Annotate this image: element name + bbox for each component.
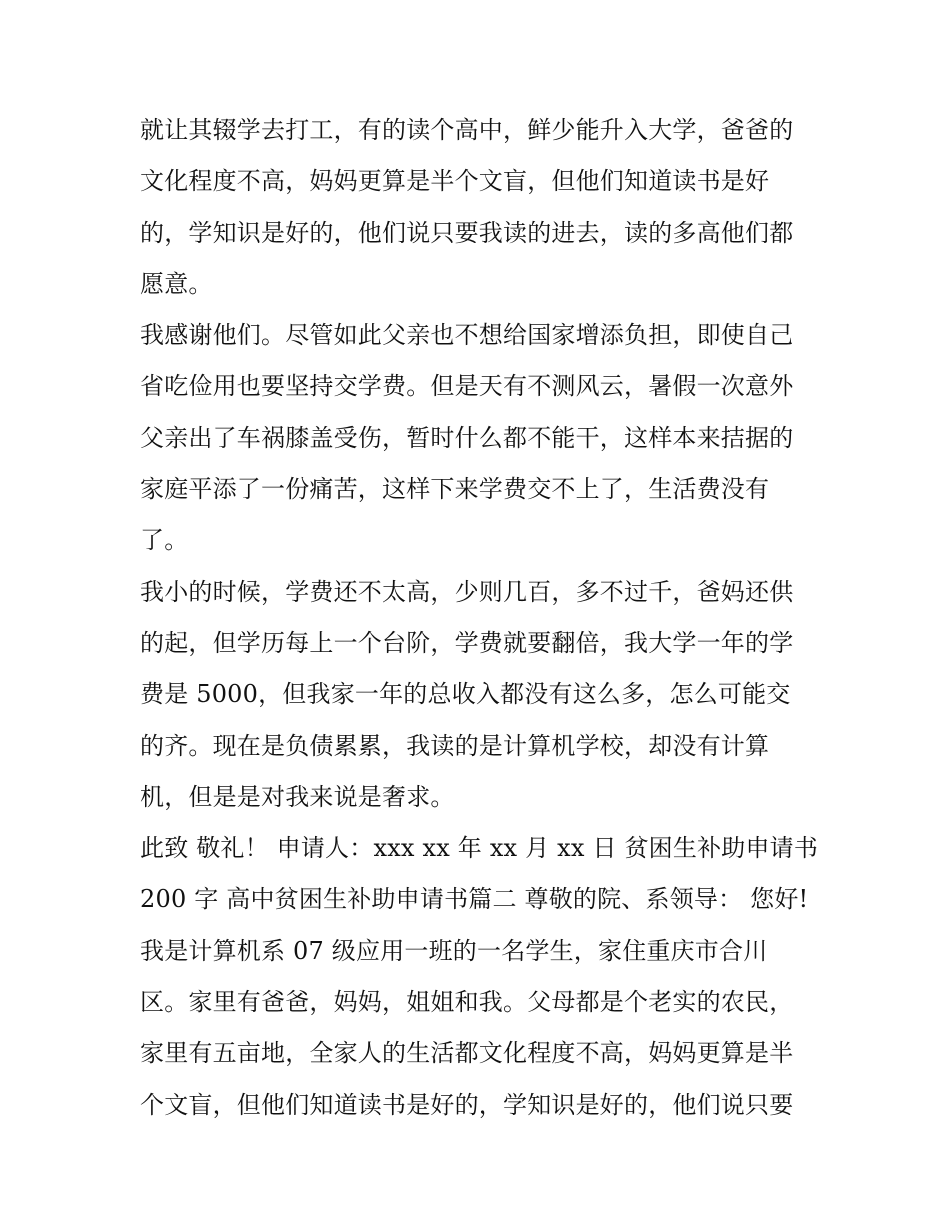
text-line: 家里有五亩地，全家人的生活都文化程度不高，妈妈更算是半: [140, 1039, 794, 1068]
text-line: 的，学知识是好的，他们说只要我读的进去，读的多高他们都: [140, 218, 794, 247]
document-body: [140, 105, 820, 1131]
text-line: 了。: [140, 526, 189, 555]
text-line: 200 字 高中贫困生补助申请书篇二 尊敬的院、系领导： 您好!: [140, 885, 809, 914]
text-line: 文化程度不高，妈妈更算是半个文盲，但他们知道读书是好: [140, 167, 770, 196]
text-line: 我小的时候，学费还不太高，少则几百，多不过千，爸妈还供: [140, 577, 794, 606]
text-line: 机，但是是对我来说是奢求。: [140, 782, 455, 811]
text-line: 家庭平添了一份痛苦，这样下来学费交不上了，生活费没有: [140, 475, 770, 504]
text-line: 区。家里有爸爸，妈妈，姐姐和我。父母都是个老实的农民，: [140, 988, 794, 1017]
text-line: 我感谢他们。尽管如此父亲也不想给国家增添负担，即使自己: [140, 321, 794, 350]
text-line: 父亲出了车祸膝盖受伤，暂时什么都不能干，这样本来拮据的: [140, 423, 794, 452]
text-line: 愿意。: [140, 269, 213, 298]
text-line: 我是计算机系 07 级应用一班的一名学生，家住重庆市合川: [140, 936, 768, 965]
text-line: 就让其辍学去打工，有的读个高中，鲜少能升入大学，爸爸的: [140, 116, 794, 144]
text-line: 费是 5000，但我家一年的总收入都没有这么多，怎么可能交: [140, 680, 791, 709]
text-line: 的齐。现在是负债累累，我读的是计算机学校，却没有计算: [140, 731, 770, 760]
text-line: 的起，但学历每上一个台阶，学费就要翻倍，我大学一年的学: [140, 628, 794, 657]
text-line: 省吃俭用也要坚持交学费。但是天有不测风云，暑假一次意外: [140, 372, 794, 401]
text-line: 此致 敬礼！ 申请人：xxx xx 年 xx 月 xx 日 贫困生补助申请书: [140, 834, 819, 863]
text-line: 个文盲，但他们知道读书是好的，学知识是好的，他们说只要: [140, 1090, 794, 1119]
